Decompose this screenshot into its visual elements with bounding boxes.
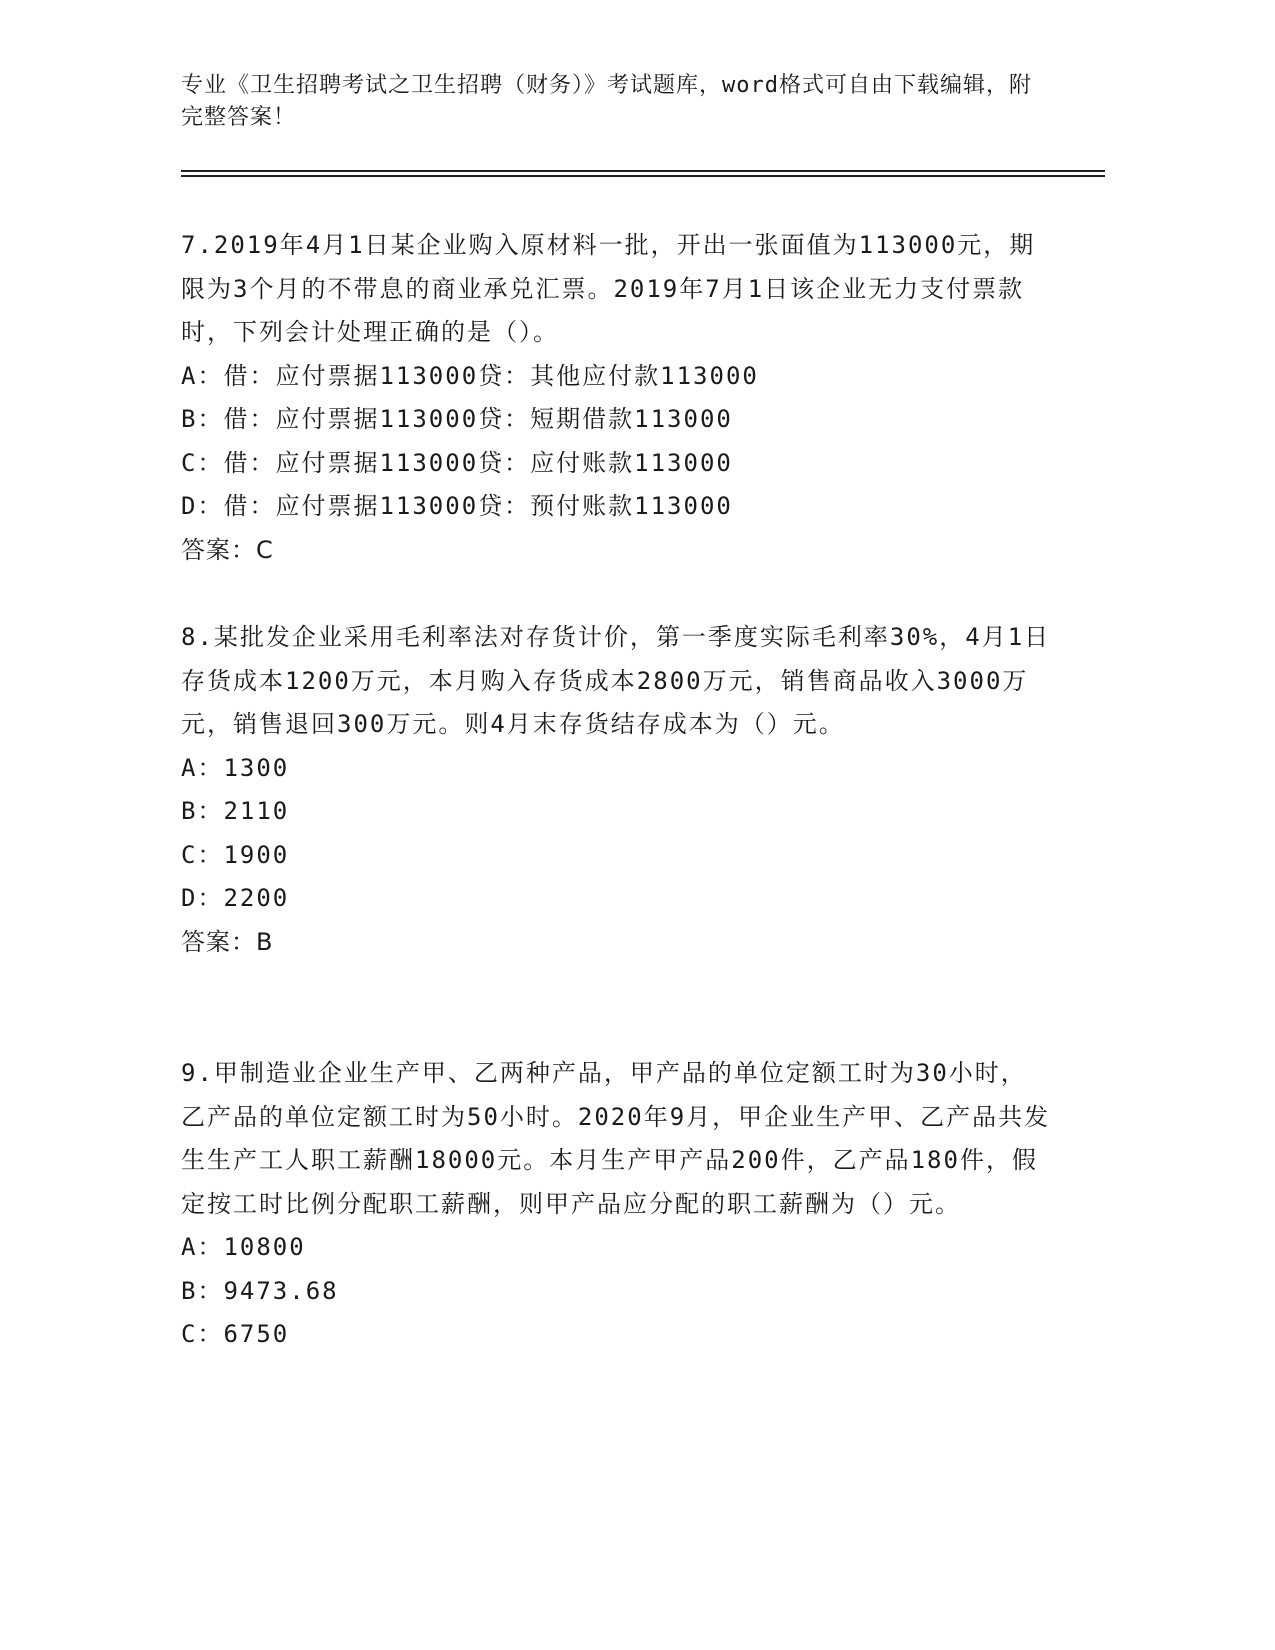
option-a: A：借：应付票据113000贷：其他应付款113000 — [181, 361, 759, 390]
question-stem: 9.甲制造业企业生产甲、乙两种产品，甲产品的单位定额工时为30小时，乙产品的单位定额工时为50小时。2020年9月，甲企业生产甲、乙产品共发生生产工人职工薪酬18000元。本月生产甲产品200件，乙产品180件，假定按工时比例分配职工薪酬，则甲产品应分配的职工薪酬为（）元。 — [181, 1059, 1051, 1218]
option-b: B：2110 — [181, 797, 290, 825]
header-divider-bottom — [181, 175, 1105, 177]
option-d: D：借：应付票据113000贷：预付账款113000 — [181, 492, 733, 520]
answer-text: 答案：B — [181, 927, 274, 956]
question-stem: 7.2019年4月1日某企业购入原材料一批，开出一张面值为113000元，期限为3个月的不带息的商业承兑汇票。2019年7月1日该企业无力支付票款时，下列会计处理正确的是（）。 — [181, 231, 1036, 346]
question-stem: 8.某批发企业采用毛利率法对存货计价，第一季度实际毛利率30%，4月1日存货成本1200万元，本月购入存货成本2800万元，销售商品收入3000万元，销售退回300万元。则4月末存货结存成本为（）元。 — [181, 623, 1051, 738]
option-c: C：借：应付票据113000贷：应付账款113000 — [181, 448, 733, 477]
option-a: A：1300 — [181, 753, 290, 782]
option-d: D：2200 — [181, 884, 290, 912]
question-9 — [181, 1052, 1051, 1357]
option-a: A：10800 — [181, 1233, 306, 1261]
header-divider-top — [181, 170, 1105, 172]
document-header: 专业《卫生招聘考试之卫生招聘（财务）》考试题库，word格式可自由下载编辑，附完整答案！ — [181, 73, 1032, 130]
answer-text: 答案：C — [181, 535, 274, 564]
question-7 — [181, 224, 1051, 572]
option-b: B：9473.68 — [181, 1276, 339, 1305]
option-c: C：6750 — [181, 1320, 290, 1348]
option-b: B：借：应付票据113000贷：短期借款113000 — [181, 405, 733, 433]
option-c: C：1900 — [181, 840, 290, 869]
question-8 — [181, 616, 1051, 964]
